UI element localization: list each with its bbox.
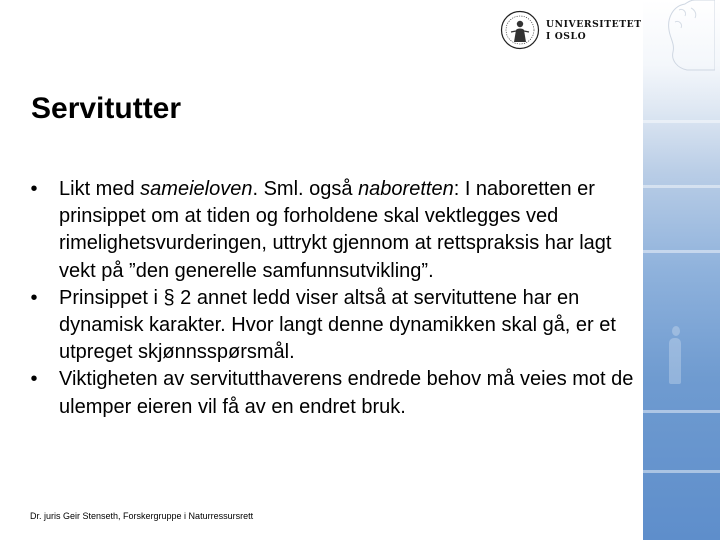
university-logo bbox=[500, 10, 640, 54]
bullet-item bbox=[27, 366, 637, 420]
bullet-marker: • bbox=[30, 178, 38, 200]
decorative-side-panel bbox=[643, 0, 720, 540]
figure-silhouette bbox=[669, 338, 681, 384]
bullet-item bbox=[27, 285, 637, 367]
bullet-text: . Sml. også bbox=[252, 178, 359, 200]
university-seal-icon bbox=[500, 10, 540, 50]
bullet-text: : I naboretten er prinsippet om at tiden og forholdene skal vektlegges ved rimelighetsvurderingen, uttrykt gjennom at rettspraksis har lagt vekt på ”den generelle samfunnsutvikling”. bbox=[59, 178, 612, 282]
classical-head-illustration bbox=[651, 0, 715, 72]
bullet-marker: • bbox=[30, 368, 38, 391]
university-name-line1: UNIVERSITETET bbox=[546, 19, 642, 30]
slide-footer: Dr. juris Geir Stenseth, Forskergruppe i Naturressursrett bbox=[30, 511, 254, 521]
bullet-marker: • bbox=[30, 286, 38, 309]
university-name bbox=[546, 19, 642, 43]
slide-title: Servitutter bbox=[31, 92, 182, 125]
bullet-item bbox=[27, 176, 637, 285]
bullet-list bbox=[27, 176, 637, 421]
bullet-text-italic: sameieloven bbox=[140, 178, 253, 200]
bullet-text: Viktigheten av servitutthaverens endrede behov må veies mot de ulemper eieren vil få av en endret bruk. bbox=[59, 368, 634, 418]
bullet-text-italic: naboretten bbox=[358, 178, 454, 200]
figure-silhouette-head bbox=[672, 326, 680, 336]
university-name-line2: I OSLO bbox=[546, 31, 587, 42]
bullet-text: Likt med bbox=[59, 178, 141, 200]
bullet-text: Prinsippet i § 2 annet ledd viser altså at servituttene har en dynamisk karakter. Hvor langt denne dynamikken skal gå, er et utpreget skjønnsspørsmål. bbox=[59, 286, 616, 364]
